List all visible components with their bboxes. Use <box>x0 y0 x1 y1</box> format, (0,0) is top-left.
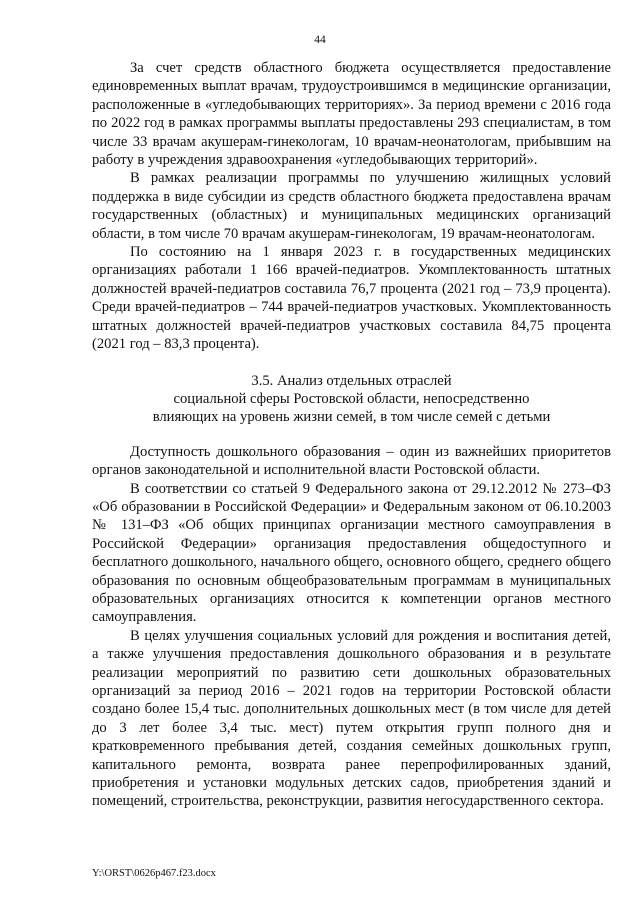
paragraph-pediatricians: По состоянию на 1 января 2023 г. в государственных медицинских организациях работали 1 166 врачей-педиатров. Укомплектованность штатных должностей врачей-педиатров составила 76,7 процента (2021 год – 73,9 процента). Среди врачей-педиатров – 744 врачей-педиатров участковых. Укомплектованность штатных должностей врачей-педиатров участковых составила 84,75 процента (2021 год – 83,3 процента). <box>92 244 611 353</box>
paragraph-federal-law: В соответствии со статьей 9 Федерального закона от 29.12.2012 № 273–ФЗ «Об образовании в Российской Федерации» и Федеральным законом от 06.10.2003 № 131–ФЗ «Об общих принципах организации местного самоуправления в Российской Федерации» организация предоставления общедоступного и бесплатного дошкольного, начального общего, основного общего, среднего общего образования по основным общеобразовательным программам в муниципальных образовательных организациях относится к компетенции органов местного самоуправления. <box>92 480 611 626</box>
section-heading-line-3: влияющих на уровень жизни семей, в том числе семей с детьми <box>152 409 551 426</box>
paragraph-preschool-access: Доступность дошкольного образования – один из важнейших приоритетов органов законодательной и исполнительной власти Ростовской области. <box>92 443 611 479</box>
section-heading-line-2: социальной сферы Ростовской области, непосредственно <box>173 390 530 407</box>
paragraph-regional-payments: За счет средств областного бюджета осуществляется предоставление единовременных выплат врачам, трудоустроившимся в медицинские организации, расположенные в «угледобывающих территориях». За период времени с 2016 года по 2022 год в рамках программы выплаты предоставлены 293 специалистам, в том числе 33 врачам акушерам-гинекологам, 10 врачам-неонатологам, прибывшим на работу в учреждения здравоохранения «угледобывающих территорий». <box>92 60 611 169</box>
page-number: 44 <box>314 34 326 46</box>
section-heading <box>92 372 611 427</box>
paragraph-preschool-network: В целях улучшения социальных условий для рождения и воспитания детей, а также улучшения предоставления дошкольного образования и в результате реализации мероприятий по развитию сети дошкольных образовательных организаций за период 2016 – 2021 годов на территории Ростовской области создано более 15,4 тыс. дополнительных дошкольных мест (в том числе для детей до 3 лет более 3,4 тыс. мест) путем открытия групп полного дня и кратковременного пребывания детей, создания семейных дошкольных групп, капитального ремонта, возврата ранее перепрофилированных зданий, приобретения и установки модульных детских садов, приобретения зданий и помещений, строительства, реконструкции, развития негосударственного сектора. <box>92 627 611 810</box>
document-body <box>92 59 611 811</box>
paragraph-housing-support: В рамках реализации программы по улучшению жилищных условий поддержка в виде субсидии из средств областного бюджета предоставлена врачам государственных (областных) и муниципальных медицинских организаций области, в том числе 70 врачам акушерам-гинекологам, 19 врачам-неонатологам. <box>92 170 611 242</box>
section-heading-line-1: 3.5. Анализ отдельных отраслей <box>251 372 452 389</box>
footer-file-path: Y:\ORST\0626p467.f23.docx <box>92 868 216 879</box>
